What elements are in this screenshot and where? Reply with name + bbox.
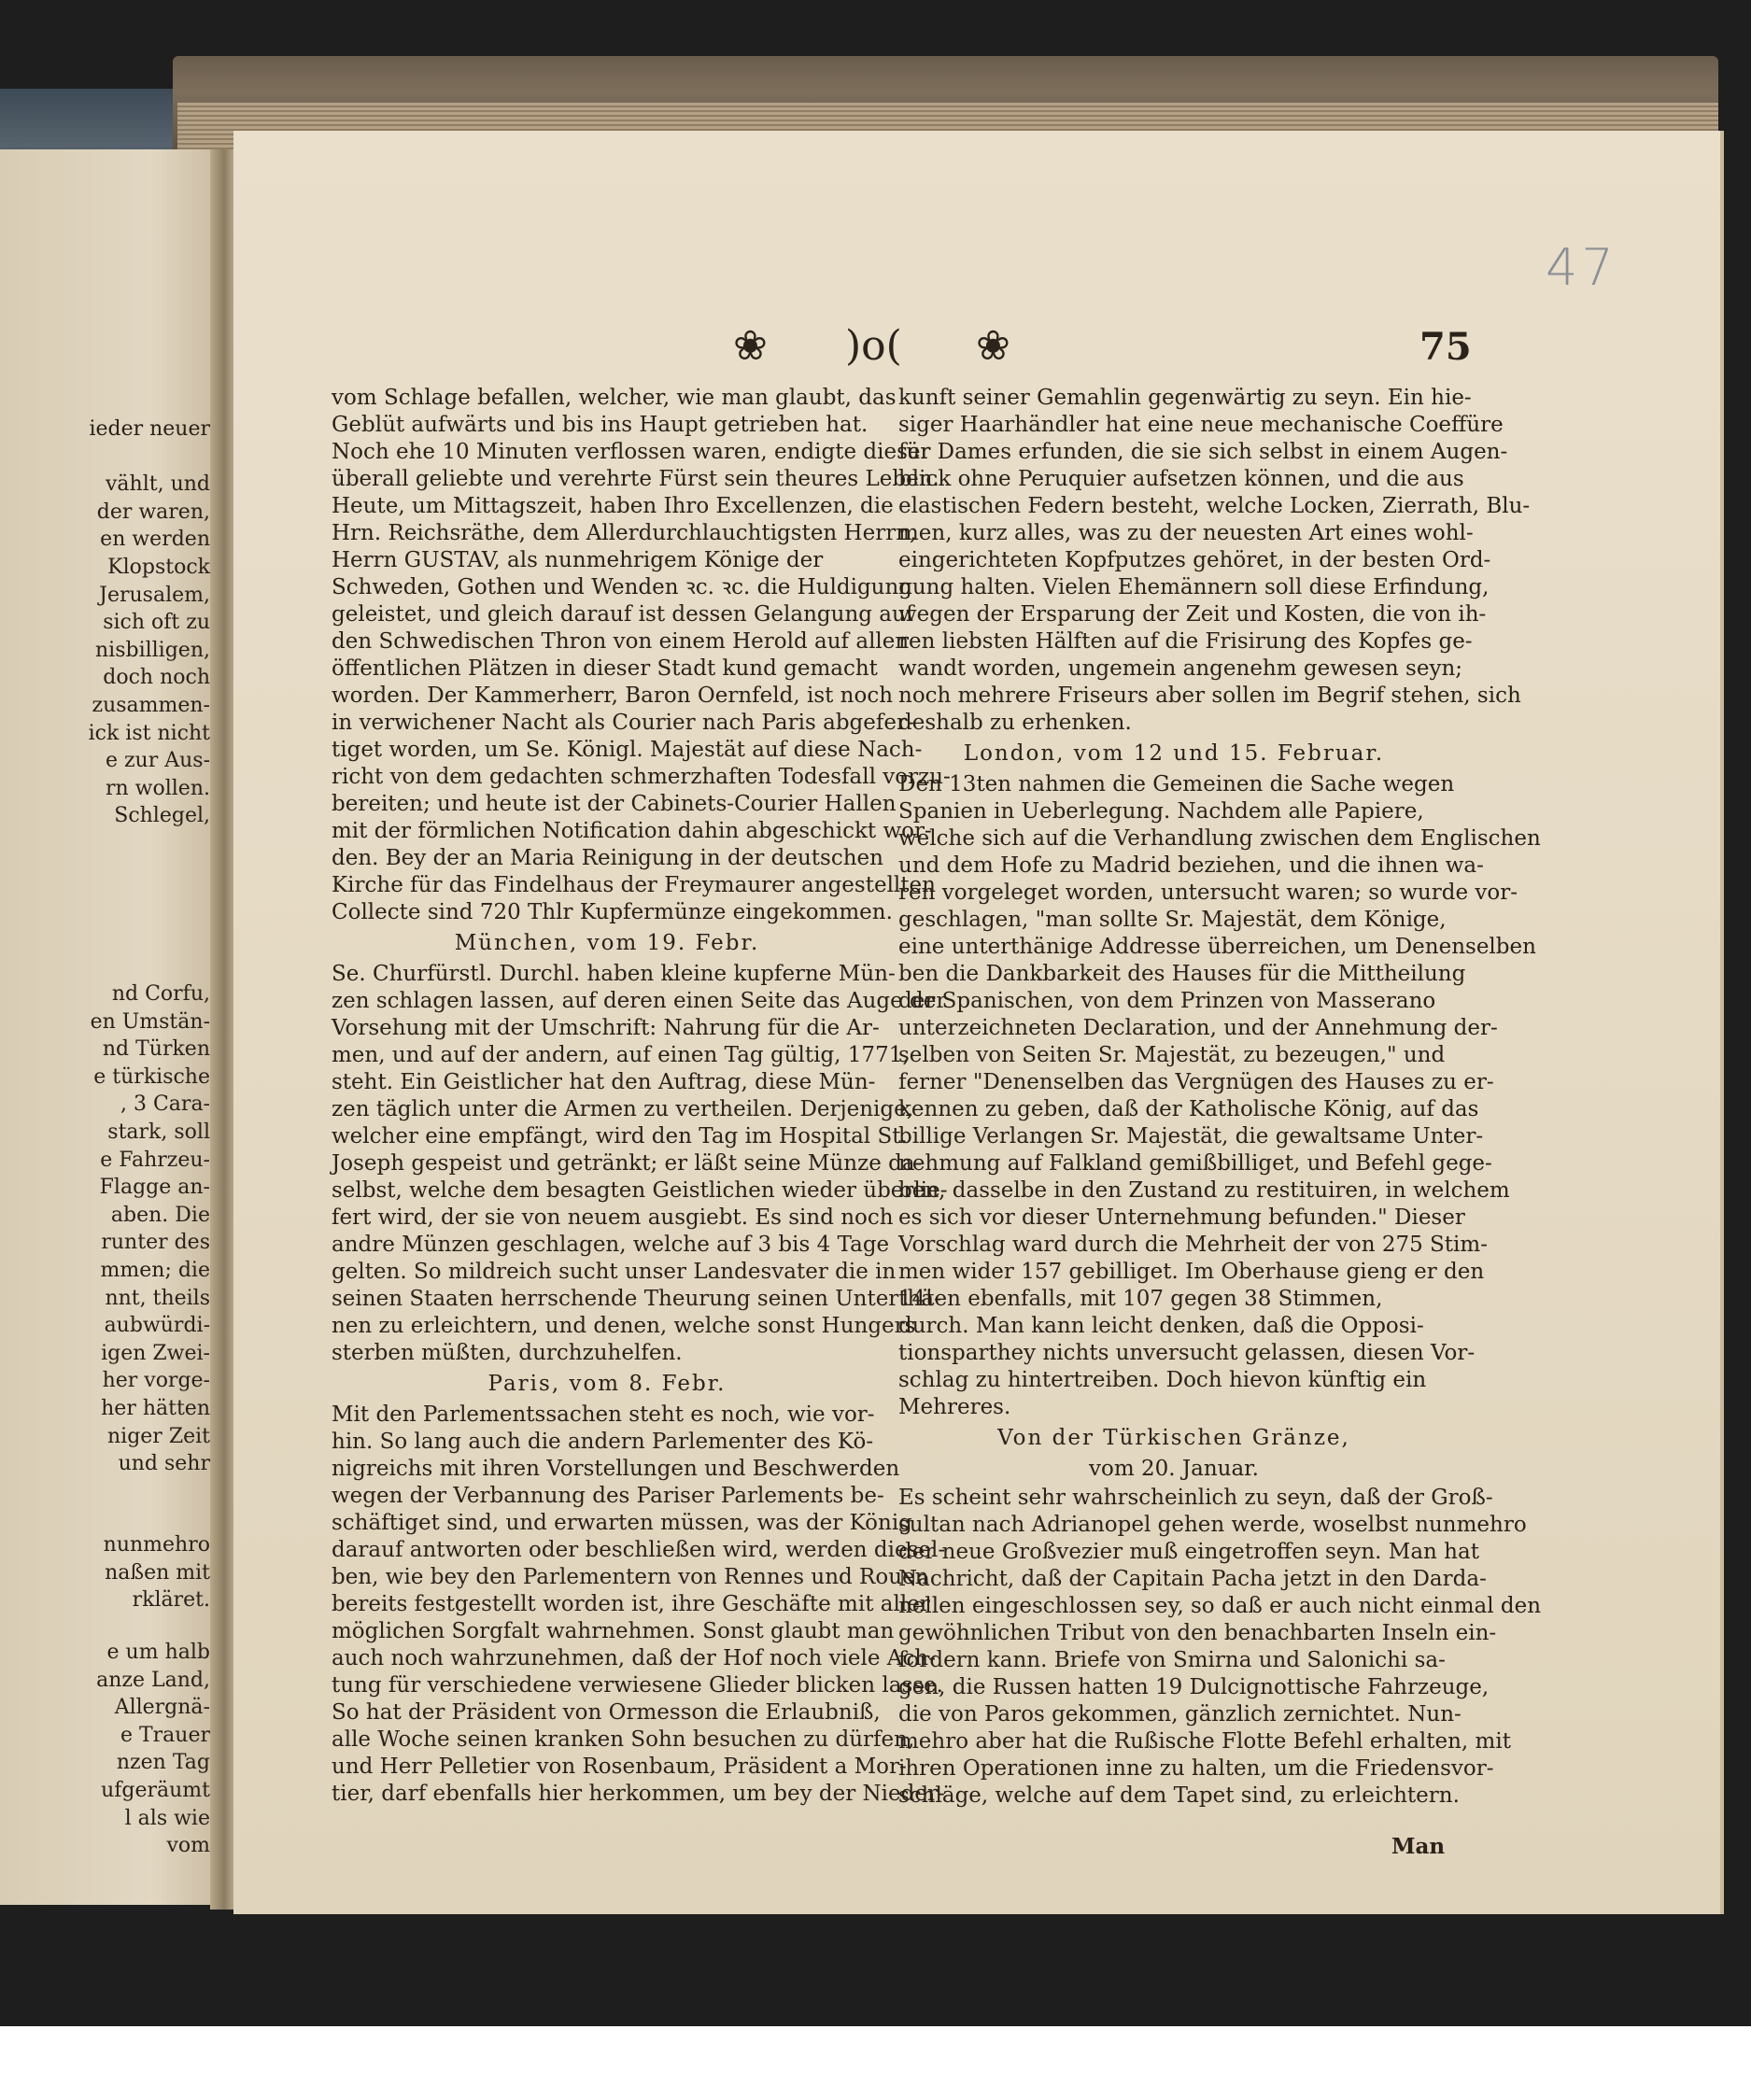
- text-line: tier, darf ebenfalls hier herkommen, um bey der Nieder-: [332, 1782, 945, 1806]
- text-line: Herrn GUSTAV, als nunmehrigem Könige der: [332, 548, 824, 572]
- text-line: Klopstock: [107, 555, 210, 579]
- text-line: geleistet, und gleich darauf ist dessen Gelangung auf: [332, 602, 914, 627]
- text-line: worden. Der Kammerherr, Baron Oernfeld, ist noch: [332, 684, 894, 708]
- text-line: noch mehrere Friseurs aber sollen im Begrif stehen, sich: [898, 684, 1521, 708]
- text-line: Mehreres.: [898, 1395, 1011, 1419]
- text-line: Flagge an-: [99, 1176, 210, 1200]
- ornament-center-icon: )o(: [845, 322, 902, 370]
- left-page-fragment-block: [0, 1531, 218, 1614]
- text-line: in verwichener Nacht als Courier nach Paris abgefer-: [332, 711, 914, 735]
- text-line: kennen zu geben, daß der Katholische König, auf das: [898, 1097, 1479, 1121]
- text-line: welcher eine empfängt, wird den Tag im Hospital St.: [332, 1124, 908, 1149]
- text-line: nen zu erleichtern, und denen, welche sonst Hungers: [332, 1314, 916, 1338]
- text-line: möglichen Sorgfalt wahrnehmen. Sonst glaubt man: [332, 1619, 895, 1643]
- text-line: ren liebsten Hälften auf die Frisirung des Kopfes ge-: [898, 629, 1473, 654]
- text-line: runter des: [101, 1231, 210, 1255]
- text-line: tionsparthey nichts unversucht gelassen, diesen Vor-: [898, 1341, 1476, 1365]
- text-line: seinen Staaten herrschende Theurung seinen Unterthä-: [332, 1287, 941, 1311]
- text-line: der Spanischen, von dem Prinzen von Masserano: [898, 989, 1436, 1013]
- text-line: rkläret.: [132, 1588, 210, 1613]
- dateline-munich: München, vom 19. Febr.: [454, 931, 760, 955]
- text-line: en werden: [100, 528, 210, 552]
- ornament-left-icon: ❀: [733, 322, 768, 370]
- text-line: men wider 157 gebilliget. Im Oberhause gieng er den: [898, 1260, 1485, 1284]
- text-line: fordern kann. Briefe von Smirna und Salonichi sa-: [898, 1648, 1446, 1672]
- text-line: e zur Aus-: [105, 749, 210, 773]
- text-line: stark, soll: [107, 1120, 210, 1144]
- dateline-turkish-border-date: vom 20. Januar.: [1089, 1457, 1259, 1481]
- text-line: ihren Operationen inne zu halten, um die Friedensvor-: [898, 1756, 1494, 1781]
- left-page-fragment-block: [0, 416, 218, 830]
- text-line: schläge, welche auf dem Tapet sind, zu erleichtern.: [898, 1783, 1460, 1808]
- text-line: aben. Die: [110, 1203, 210, 1227]
- text-line: Hrn. Reichsräthe, dem Allerdurchlauchtigsten Herrn,: [332, 521, 917, 545]
- text-line: und Herr Pelletier von Rosenbaum, Präsident a Mor-: [332, 1755, 907, 1779]
- text-line: ben, dasselbe in den Zustand zu restituiren, in welchem: [898, 1178, 1510, 1203]
- paris-article-continued: [898, 385, 1531, 737]
- text-line: für Dames erfunden, die sie sich selbst in einem Augen-: [898, 440, 1508, 464]
- left-page-fragment-block: [0, 980, 218, 1478]
- text-line: Vorsehung mit der Umschrift: Nahrung für die Ar-: [332, 1016, 880, 1040]
- text-line: nunmehro: [103, 1533, 210, 1557]
- text-line: und sehr: [118, 1452, 210, 1476]
- left-page-fragment-block: [0, 1639, 218, 1860]
- text-line: Noch ehe 10 Minuten verflossen waren, endigte dieser: [332, 440, 931, 464]
- text-line: vom Schlage befallen, welcher, wie man glaubt, das: [332, 386, 897, 410]
- text-line: nellen eingeschlossen sey, so daß er auch nicht einmal den: [898, 1594, 1542, 1618]
- text-line: ben die Dankbarkeit des Hauses für die Mittheilung: [898, 962, 1466, 986]
- text-line: und dem Hofe zu Madrid beziehen, und die ihnen wa-: [898, 853, 1484, 878]
- text-line: es sich vor dieser Unternehmung befunden." Dieser: [898, 1205, 1465, 1230]
- london-article: [898, 771, 1541, 1421]
- text-line: rn wollen.: [105, 776, 210, 800]
- text-line: nnt, theils: [105, 1286, 210, 1310]
- text-line: selben von Seiten Sr. Majestät, zu bezeugen," und: [898, 1043, 1446, 1067]
- text-line: der neue Großvezier muß eingetroffen seyn. Man hat: [898, 1540, 1479, 1564]
- text-line: her hätten: [101, 1396, 210, 1420]
- text-line: eine unterthänige Addresse überreichen, um Denenselben: [898, 935, 1536, 959]
- page-number: 75: [1419, 325, 1472, 369]
- text-line: nigreichs mit ihren Vorstellungen und Beschwerden: [332, 1457, 900, 1481]
- text-line: wegen der Ersparung der Zeit und Kosten, die von ih-: [898, 602, 1487, 627]
- text-line: nisbilligen,: [95, 638, 210, 662]
- text-line: blick ohne Peruquier aufsetzen können, und die aus: [898, 467, 1464, 491]
- text-line: men, kurz alles, was zu der neuesten Art eines wohl-: [898, 521, 1474, 545]
- text-line: naßen mit: [105, 1560, 210, 1585]
- text-line: steht. Ein Geistlicher hat den Auftrag, diese Mün-: [332, 1070, 876, 1094]
- text-line: sich oft zu: [103, 611, 210, 635]
- text-line: unterzeichneten Declaration, und der Annehmung der-: [898, 1016, 1498, 1040]
- text-line: den. Bey der an Maria Reinigung in der deutschen: [332, 846, 883, 870]
- text-line: billige Verlangen Sr. Majestät, die gewaltsame Unter-: [898, 1124, 1484, 1149]
- text-line: 14ten ebenfalls, mit 107 gegen 38 Stimmen,: [898, 1287, 1383, 1311]
- text-line: So hat der Präsident von Ormesson die Erlaubniß,: [332, 1700, 881, 1725]
- text-line: en Umstän-: [90, 1009, 210, 1034]
- text-line: zen täglich unter die Armen zu vertheilen. Derjenige,: [332, 1097, 914, 1121]
- text-line: bereits festgestellt worden ist, ihre Geschäfte mit aller: [332, 1592, 930, 1616]
- text-column-right: [898, 385, 1542, 1810]
- text-line: eingerichteten Kopfputzes gehöret, in der besten Ord-: [898, 548, 1491, 572]
- text-line: richt von dem gedachten schmerzhaften Todesfall vorzu-: [332, 765, 951, 789]
- text-line: mehro aber hat die Rußische Flotte Befehl erhalten, mit: [898, 1729, 1511, 1754]
- text-line: mmen; die: [100, 1258, 210, 1282]
- text-line: l als wie: [124, 1806, 210, 1830]
- text-line: ben, wie bey den Parlementern von Rennes und Rouen: [332, 1565, 929, 1589]
- text-line: wandt worden, ungemein angenehm gewesen seyn;: [898, 656, 1463, 681]
- text-line: Allergnä-: [114, 1696, 210, 1720]
- text-line: Es scheint sehr wahrscheinlich zu seyn, daß der Groß-: [898, 1486, 1493, 1510]
- text-line: ferner "Denenselben das Vergnügen des Hauses zu er-: [898, 1070, 1494, 1094]
- text-line: den Schwedischen Thron von einem Herold auf allen: [332, 629, 910, 654]
- text-line: zusammen-: [92, 693, 210, 717]
- text-line: vom: [166, 1834, 210, 1858]
- text-line: nzen Tag: [116, 1751, 210, 1775]
- text-line: überall geliebte und verehrte Fürst sein theures Leben.: [332, 467, 939, 491]
- text-line: durch. Man kann leicht denken, daß die Opposi-: [898, 1314, 1424, 1338]
- ornament-right-icon: ❀: [976, 322, 1010, 370]
- text-line: elastischen Federn besteht, welche Locken, Zierrath, Blu-: [898, 494, 1531, 518]
- text-line: ufgeräumt: [101, 1778, 210, 1802]
- text-line: Schlegel,: [114, 804, 210, 828]
- text-line: die von Paros gekommen, gänzlich zernichtet. Nun-: [898, 1702, 1462, 1727]
- text-line: öffentlichen Plätzen in dieser Stadt kund gemacht: [332, 656, 878, 681]
- text-line: wegen der Verbannung des Pariser Parlements be-: [332, 1484, 884, 1508]
- text-line: gen, die Russen hatten 19 Dulcignottische Fahrzeuge,: [898, 1675, 1490, 1699]
- text-line: vählt, und: [106, 472, 210, 497]
- text-line: niger Zeit: [107, 1424, 210, 1448]
- text-line: men, und auf der andern, auf einen Tag gültig, 1771,: [332, 1043, 910, 1067]
- text-line: Spanien in Ueberlegung. Nachdem alle Papiere,: [898, 799, 1424, 824]
- text-line: Collecte sind 720 Thlr Kupfermünze eingekommen.: [332, 900, 893, 924]
- text-line: auch noch wahrzunehmen, daß der Hof noch viele Ach-: [332, 1646, 936, 1670]
- text-line: ren vorgeleget worden, untersucht waren; so wurde vor-: [898, 881, 1518, 905]
- text-line: igen Zwei-: [101, 1341, 210, 1365]
- text-line: siger Haarhändler hat eine neue mechanische Coeffüre: [898, 413, 1504, 437]
- text-line: fert wird, der sie von neuem ausgiebt. Es sind noch: [332, 1205, 894, 1230]
- stockholm-article: [332, 385, 951, 926]
- handwritten-folio-number: 47: [1546, 238, 1617, 297]
- catchword: Man: [1391, 1834, 1446, 1859]
- text-line: nung halten. Vielen Ehemännern soll diese Erfindung,: [898, 575, 1490, 599]
- text-line: schlag zu hintertreiben. Doch hievon künftig ein: [898, 1368, 1427, 1392]
- text-line: sultan nach Adrianopel gehen werde, woselbst nunmehro: [898, 1513, 1527, 1537]
- paris-article: [332, 1402, 946, 1808]
- text-line: bereiten; und heute ist der Cabinets-Courier Hallen: [332, 792, 897, 816]
- text-line: selbst, welche dem besagten Geistlichen wieder überlie-: [332, 1178, 948, 1203]
- text-line: gelten. So mildreich sucht unser Landesvater die in: [332, 1260, 897, 1284]
- text-line: nd Corfu,: [111, 982, 210, 1006]
- text-line: darauf antworten oder beschließen wird, werden diesel-: [332, 1538, 946, 1562]
- text-line: tung für verschiedene verwiesene Glieder blicken lasse.: [332, 1673, 943, 1698]
- text-line: anze Land,: [96, 1668, 210, 1692]
- text-line: gewöhnlichen Tribut von den benachbarten Inseln ein-: [898, 1621, 1497, 1645]
- text-line: zen schlagen lassen, auf deren einen Seite das Auge der: [332, 989, 947, 1013]
- text-line: e türkische: [93, 1064, 210, 1089]
- text-line: mit der förmlichen Notification dahin abgeschickt wor-: [332, 819, 932, 843]
- text-line: ieder neuer: [89, 417, 210, 441]
- text-line: Schweden, Gothen und Wenden ꝛc. ꝛc. die Huldigung: [332, 575, 913, 599]
- text-line: Kirche für das Findelhaus der Freymaurer angestellten: [332, 873, 936, 897]
- text-line: sterben müßten, durchzuhelfen.: [332, 1341, 683, 1365]
- text-line: aubwürdi-: [104, 1314, 210, 1338]
- text-line: Heute, um Mittagszeit, haben Ihro Excellenzen, die: [332, 494, 894, 518]
- text-line: Geblüt aufwärts und bis ins Haupt getrieben hat.: [332, 413, 868, 437]
- text-line: Vorschlag ward durch die Mehrheit der von 275 Stim-: [898, 1233, 1488, 1257]
- munich-article: [332, 961, 948, 1367]
- text-line: Jerusalem,: [99, 583, 210, 607]
- text-line: her vorge-: [102, 1369, 210, 1393]
- text-line: e um halb: [106, 1641, 210, 1664]
- text-line: nehmung auf Falkland gemißbilliget, und Befehl gege-: [898, 1151, 1492, 1176]
- text-line: Mit den Parlementssachen steht es noch, wie vor-: [332, 1402, 875, 1427]
- text-line: ick ist nicht: [88, 721, 210, 745]
- text-line: hin. So lang auch die andern Parlementer des Kö-: [332, 1430, 874, 1454]
- text-line: tiget worden, um Se. Königl. Majestät auf diese Nach-: [332, 738, 923, 762]
- text-line: Joseph gespeist und getränkt; er läßt seine Münze da-: [332, 1151, 923, 1176]
- text-line: geschlagen, "man sollte Sr. Majestät, dem Könige,: [898, 908, 1447, 932]
- text-line: e Trauer: [120, 1723, 210, 1747]
- text-line: Se. Churfürstl. Durchl. haben kleine kupferne Mün-: [332, 962, 896, 986]
- text-line: schäftiget sind, und erwarten müssen, was der König: [332, 1511, 912, 1535]
- text-line: kunft seiner Gemahlin gegenwärtig zu seyn. Ein hie-: [898, 386, 1472, 410]
- dateline-turkish-border: Von der Türkischen Gränze,: [997, 1426, 1350, 1450]
- text-line: Nachricht, daß der Capitain Pacha jetzt in den Darda-: [898, 1567, 1487, 1591]
- text-line: doch noch: [103, 666, 210, 690]
- text-line: andre Münzen geschlagen, welche auf 3 bis 4 Tage: [332, 1233, 890, 1257]
- text-line: deshalb zu erhenken.: [898, 711, 1132, 735]
- text-line: alle Woche seinen kranken Sohn besuchen zu dürfen,: [332, 1727, 915, 1752]
- dateline-london: London, vom 12 und 15. Februar.: [963, 741, 1385, 766]
- text-line: [0, 444, 210, 472]
- text-line: der waren,: [96, 500, 210, 524]
- dateline-paris: Paris, vom 8. Febr.: [487, 1372, 727, 1396]
- text-line: , 3 Cara-: [120, 1092, 210, 1117]
- text-line: e Fahrzeu-: [100, 1148, 210, 1172]
- text-line: welche sich auf die Verhandlung zwischen dem Englischen: [898, 826, 1541, 851]
- turkish-border-article: [898, 1485, 1542, 1810]
- text-line: nd Türken: [102, 1037, 210, 1062]
- text-line: Den 13ten nahmen die Gemeinen die Sache wegen: [898, 772, 1455, 796]
- text-column-left: [332, 385, 951, 1808]
